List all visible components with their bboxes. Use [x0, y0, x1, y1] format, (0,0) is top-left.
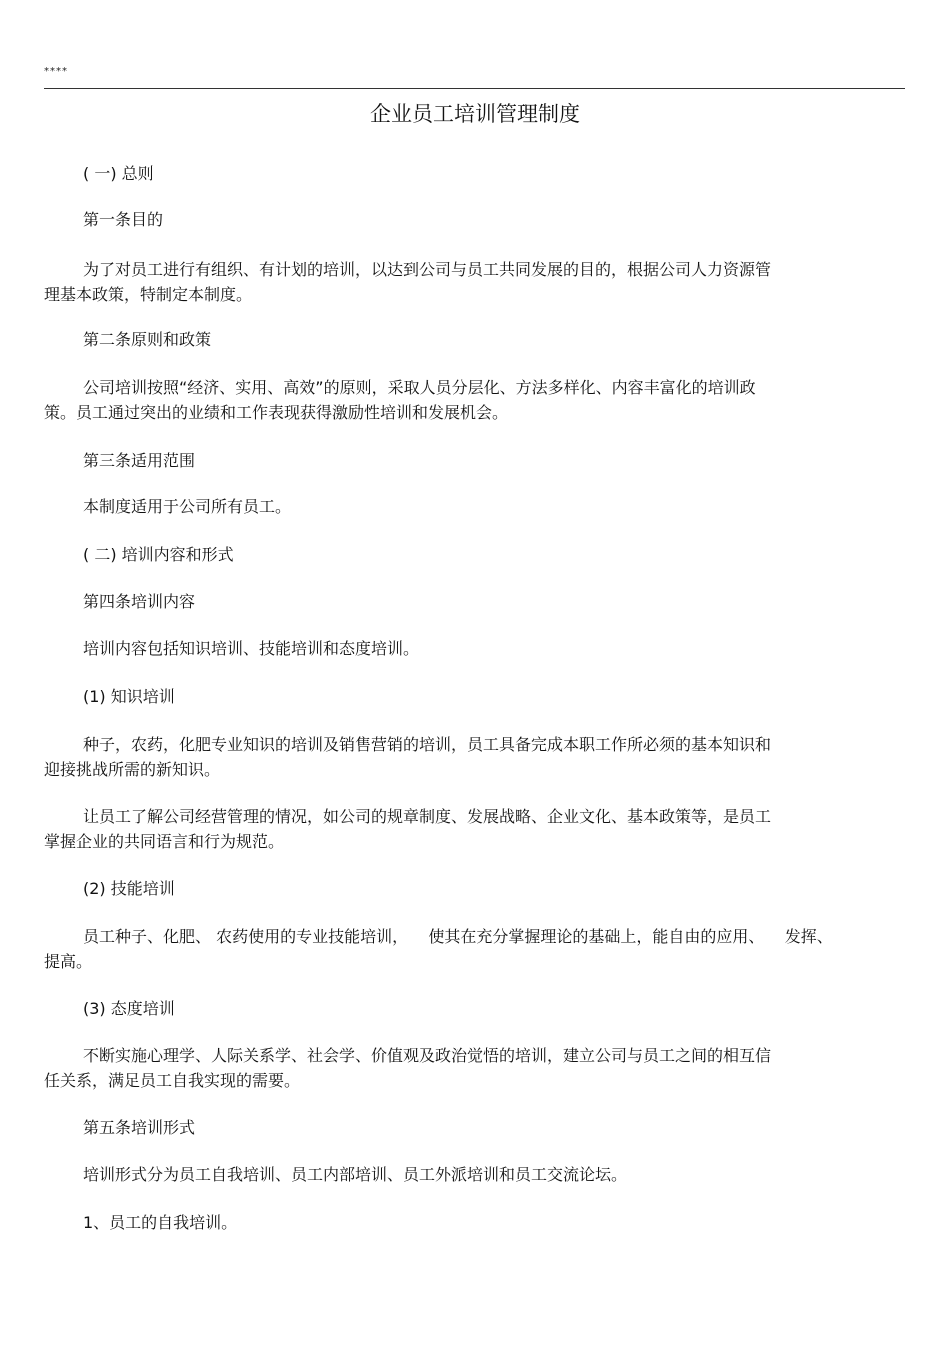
subsection-heading: (1) 知识培训: [83, 687, 175, 706]
article-heading: 第五条培训形式: [83, 1118, 196, 1137]
article-heading: 第二条原则和政策: [83, 330, 212, 349]
paragraph-line: 为了对员工进行有组织、有计划的培训，以达到公司与员工共同发展的目的，根据公司人力资源管: [83, 260, 772, 279]
paragraph-line: 任关系，满足员工自我实现的需要。: [44, 1071, 301, 1090]
paragraph-line: 策。员工通过突出的业绩和工作表现获得激励性培训和发展机会。: [44, 403, 509, 422]
subsection-heading: (3) 态度培训: [83, 999, 175, 1018]
paragraph-line: 公司培训按照“经济、实用、高效”的原则，采取人员分层化、方法多样化、内容丰富化的培训政: [83, 378, 756, 397]
paragraph-line: 迎接挑战所需的新知识。: [44, 760, 221, 779]
paragraph-line: 培训形式分为员工自我培训、员工内部培训、员工外派培训和员工交流论坛。: [83, 1165, 628, 1184]
paragraph-line: 培训内容包括知识培训、技能培训和态度培训。: [83, 639, 420, 658]
subsection-heading: (2) 技能培训: [83, 879, 175, 898]
paragraph-line: 种子，农药，化肥专业知识的培训及销售营销的培训，员工具备完成本职工作所必须的基本知识和: [83, 735, 772, 754]
paragraph-line: 掌握企业的共同语言和行为规范。: [44, 832, 285, 851]
header-rule: [44, 88, 905, 89]
paragraph-line: 不断实施心理学、人际关系学、社会学、价值观及政治觉悟的培训，建立公司与员工之间的相互信: [83, 1046, 772, 1065]
page-header-mark: ****: [44, 66, 68, 77]
list-item: 1、员工的自我培训。: [83, 1213, 238, 1232]
paragraph-line: 提高。: [44, 952, 93, 971]
document-title: 企业员工培训管理制度: [370, 102, 580, 126]
paragraph-line: 让员工了解公司经营管理的情况，如公司的规章制度、发展战略、企业文化、基本政策等，是员工: [83, 807, 772, 826]
article-heading: 第四条培训内容: [83, 592, 196, 611]
article-heading: 第三条适用范围: [83, 451, 196, 470]
paragraph-line: 理基本政策，特制定本制度。: [44, 285, 253, 304]
section-heading-general: ( 一) 总则: [83, 164, 154, 183]
article-heading: 第一条目的: [83, 210, 164, 229]
paragraph-line: 员工种子、化肥、 农药使用的专业技能培训， 使其在充分掌握理论的基础上，能自由的应用、 发挥、: [83, 927, 833, 946]
paragraph-line: 本制度适用于公司所有员工。: [83, 497, 292, 516]
section-heading-content: ( 二) 培训内容和形式: [83, 545, 234, 564]
